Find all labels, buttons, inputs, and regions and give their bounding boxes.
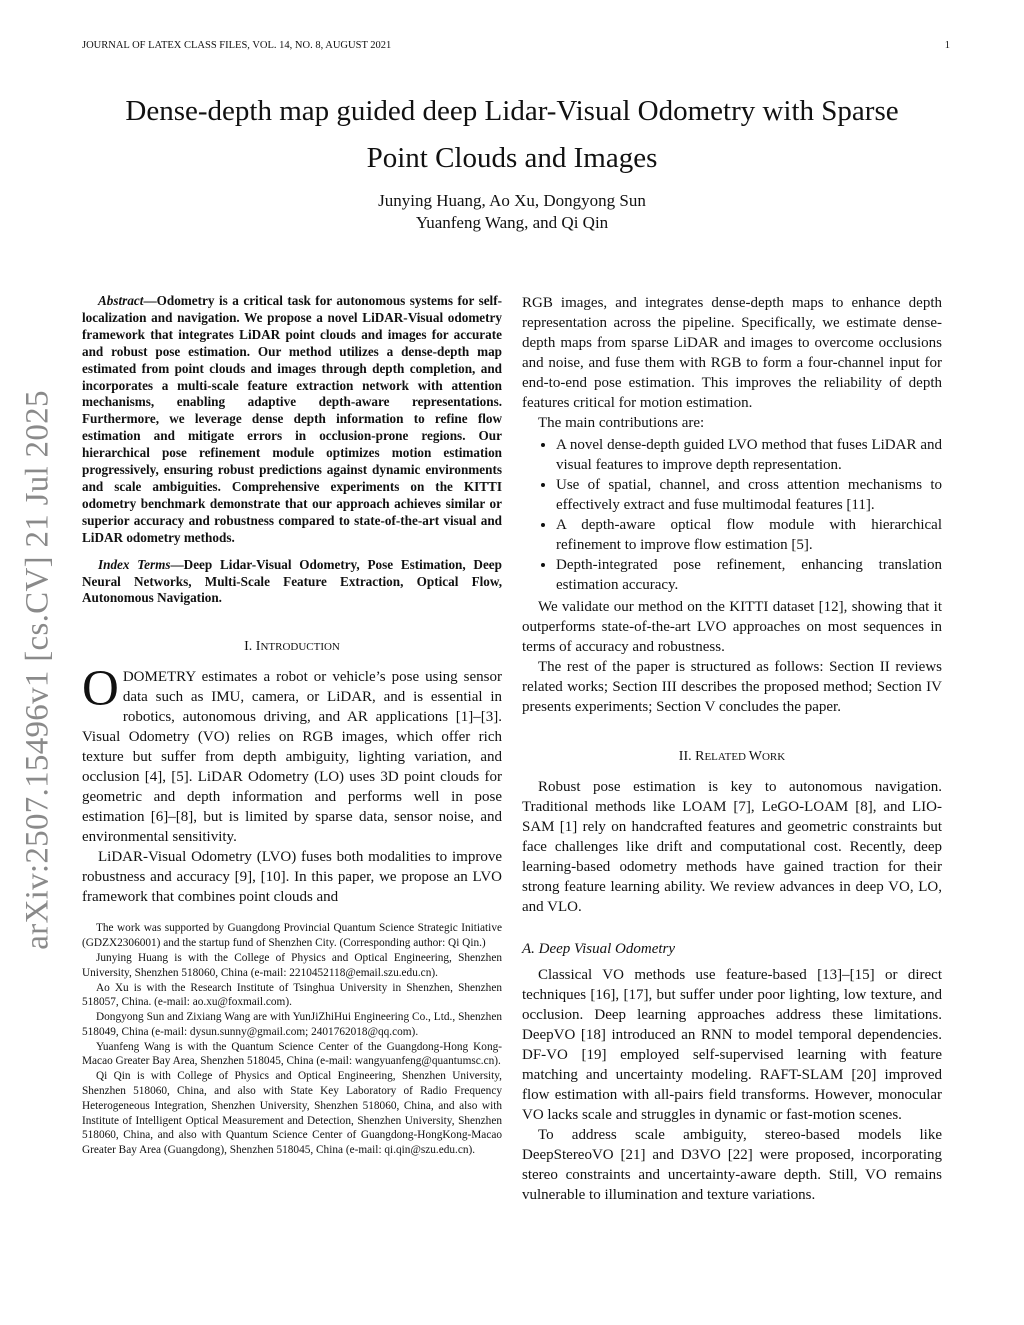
footnote-author: Junying Huang is with the College of Physics and Optical Engineering, Shenzhen University, Shenzhen 518060, China (e-mail: 2210452118@email.szu.edu.cn). <box>82 951 502 979</box>
arxiv-identifier: arXiv:2507.15496v1 [cs.CV] 21 Jul 2025 <box>19 390 56 950</box>
related-work-paragraph: Robust pose estimation is key to autonomous navigation. Traditional methods like LOAM [7], LeGO-LOAM [8], and LIO-SAM [1] rely on handcrafted features and geometric constraints but face challenges like drift and computational cost. Recently, deep learning-based odometry methods have gained traction for their strong feature learning ability. We review advances in deep VO, LO, and VLO. <box>522 779 942 915</box>
intro-paragraph-1 <box>82 661 502 847</box>
intro-paragraph-2: LiDAR-Visual Odometry (LVO) fuses both modalities to improve robustness and accuracy [9], [10]. In this paper, we propose an LVO framework that combines point clouds and <box>82 849 502 906</box>
left-column <box>82 293 502 1158</box>
abstract <box>82 293 502 547</box>
paper-title <box>82 88 942 182</box>
journal-name: JOURNAL OF LATEX CLASS FILES, VOL. 14, NO. 8, AUGUST 2021 <box>82 40 392 51</box>
index-terms <box>82 557 502 608</box>
deep-vo-paragraph-1: Classical VO methods use feature-based [13]–[15] or direct techniques [16], [17], but suffer under poor lighting, low texture, and occlusion. Deep learning approaches address these limitations. DeepVO [18] introduced an RNN to model temporal dependencies. DF-VO [19] employed self-supervised learning with feature matching and uncertainty modeling. RAFT-SLAM [20] improved flow estimation with all-pairs field transforms. However, monocular VO lacks scale and struggles in dynamic or fast-motion scenes. <box>522 967 942 1123</box>
index-terms-text: —Deep Lidar-Visual Odometry, Pose Estimation, Deep Neural Networks, Multi-Scale Feature Extraction, Optical Flow, Autonomous Navigation. <box>82 556 502 606</box>
footnotes <box>82 921 502 1158</box>
title-line-1: Dense-depth map guided deep Lidar-Visual Odometry with Sparse <box>125 95 899 127</box>
footnote-author: Ao Xu is with the Research Institute of Tsinghua University in Shenzhen, Shenzhen 518057, China. (e-mail: ao.xu@foxmail.com). <box>82 981 502 1009</box>
author-list <box>82 190 942 234</box>
list-item: • A depth-aware optical flow module with hierarchical refinement to improve flow estimation [5]. <box>556 515 942 555</box>
title-line-2: Point Clouds and Images <box>366 142 658 174</box>
right-column <box>522 293 942 1205</box>
authors-line-2: Yuanfeng Wang, and Qi Qin <box>415 213 609 232</box>
arxiv-stamp <box>8 380 68 960</box>
footnote-author: Qi Qin is with College of Physics and Optical Engineering, Shenzhen University, Shenzhen 518060, China, and also with State Key Laboratory of Radio Frequency Heterogeneous Integration, Shenzhen University, Shenzhen 518060, China, and also with Institute of Intelligent Optical Measurement and Detection, Shenzhen University, Shenzhen 518060, China, and also with Quantum Science Center of Guangdong-HongKong-Macao Greater Bay Area (Guangdong), Shenzhen 518045, China (e-mail: qi.qin@szu.edu.cn). <box>82 1070 502 1157</box>
contributions-intro: The main contributions are: <box>538 415 705 431</box>
validation-paragraph: We validate our method on the KITTI dataset [12], showing that it outperforms state-of-the-art LVO approaches on most sequences in terms of accuracy and robustness. <box>522 599 942 655</box>
section-heading-related-work: II. RELATED WORK <box>678 749 786 764</box>
footnote-funding: The work was supported by Guangdong Provincial Quantum Science Strategic Initiative (GDZX2306001) and the startup fund of Shenzhen City. (Corresponding author: Qi Qin.) <box>82 922 502 950</box>
index-terms-label: Index Terms <box>98 556 171 572</box>
deep-vo-paragraph-2: To address scale ambiguity, stereo-based models like DeepStereoVO [21] and D3VO [22] were proposed, incorporating stereo constraints and uncertainty-aware depth. Still, VO remains vulnerable to illumination and texture variations. <box>522 1127 942 1203</box>
abstract-label: Abstract <box>98 293 144 308</box>
intro-paragraph-continued: RGB images, and integrates dense-depth maps to enhance depth representation across the pipeline. Specifically, we estimate dense-depth maps from sparse LiDAR and images to overcome occlusions and noise, and fuse them with RGB to form a four-channel input for end-to-end pose estimation. This improves the reliability of depth features critical for motion estimation. <box>522 295 942 411</box>
drop-cap: O <box>82 661 119 718</box>
intro-paragraph-1-text: DOMETRY estimates a robot or vehicle’s pose using sensor data such as IMU, camera, or LiDAR, and is essential in robotics, autonomous driving, and AR applications [1]–[3]. Visual Odometry (VO) relies on RGB images, which offer rich texture but suffer from depth ambiguity, lighting variation, and occlusion [4], [5]. LiDAR Odometry (LO) uses 3D point clouds for geometric and depth information and performs well in pose estimation [6]–[8], but is limited by sparse data, sensor noise, and environmental sensitivity. <box>82 669 502 846</box>
contributions-list <box>522 435 942 595</box>
authors-line-1: Junying Huang, Ao Xu, Dongyong Sun <box>378 191 646 210</box>
structure-paragraph: The rest of the paper is structured as follows: Section II reviews related works; Section III describes the proposed method; Section IV presents experiments; Section V concludes the paper. <box>522 659 942 715</box>
running-header <box>82 40 950 58</box>
section-heading-introduction: I. INTRODUCTION <box>244 639 340 655</box>
list-item: • Depth-integrated pose refinement, enhancing translation estimation accuracy. <box>556 555 942 595</box>
list-item: • A novel dense-depth guided LVO method that fuses LiDAR and visual features to improve depth representation. <box>556 435 942 475</box>
abstract-text: —Odometry is a critical task for autonomous systems for self-localization and navigation. We propose a novel LiDAR-Visual odometry framework that integrates LiDAR point clouds and images for accurate and robust pose estimation. Our method utilizes a dense-depth map estimated from point clouds and images through depth completion, and incorporates a multi-scale feature extraction network with attention mechanisms, enabling adaptive depth-aware representations. Furthermore, we leverage dense depth information to refine flow estimation and mitigate errors in occlusion-prone regions. Our hierarchical pose refinement module optimizes motion estimation progressively, ensuring robust predictions against dynamic environments and scale ambiguities. Comprehensive experiments on the KITTI odometry benchmark demonstrate that our approach achieves similar or superior accuracy and robustness compared to state-of-the-art visual and LiDAR odometry methods. <box>82 293 502 545</box>
footnote-author: Yuanfeng Wang is with the Quantum Science Center of the Guangdong-Hong Kong-Macao Greater Bay Area, Shenzhen 518045, China (e-mail: wangyuanfeng@quantumsc.cn). <box>82 1040 502 1068</box>
list-item: • Use of spatial, channel, and cross attention mechanisms to effectively extract and fuse multimodal features [11]. <box>556 475 942 515</box>
subsection-heading-deep-vo: A. Deep Visual Odometry <box>522 941 676 957</box>
page-number: 1 <box>944 40 950 51</box>
footnote-author: Dongyong Sun and Zixiang Wang are with YunJiZhiHui Engineering Co., Ltd., Shenzhen 518049, China (e-mail: dysun.sunny@gmail.com; 2401762018@qq.com). <box>82 1011 502 1038</box>
